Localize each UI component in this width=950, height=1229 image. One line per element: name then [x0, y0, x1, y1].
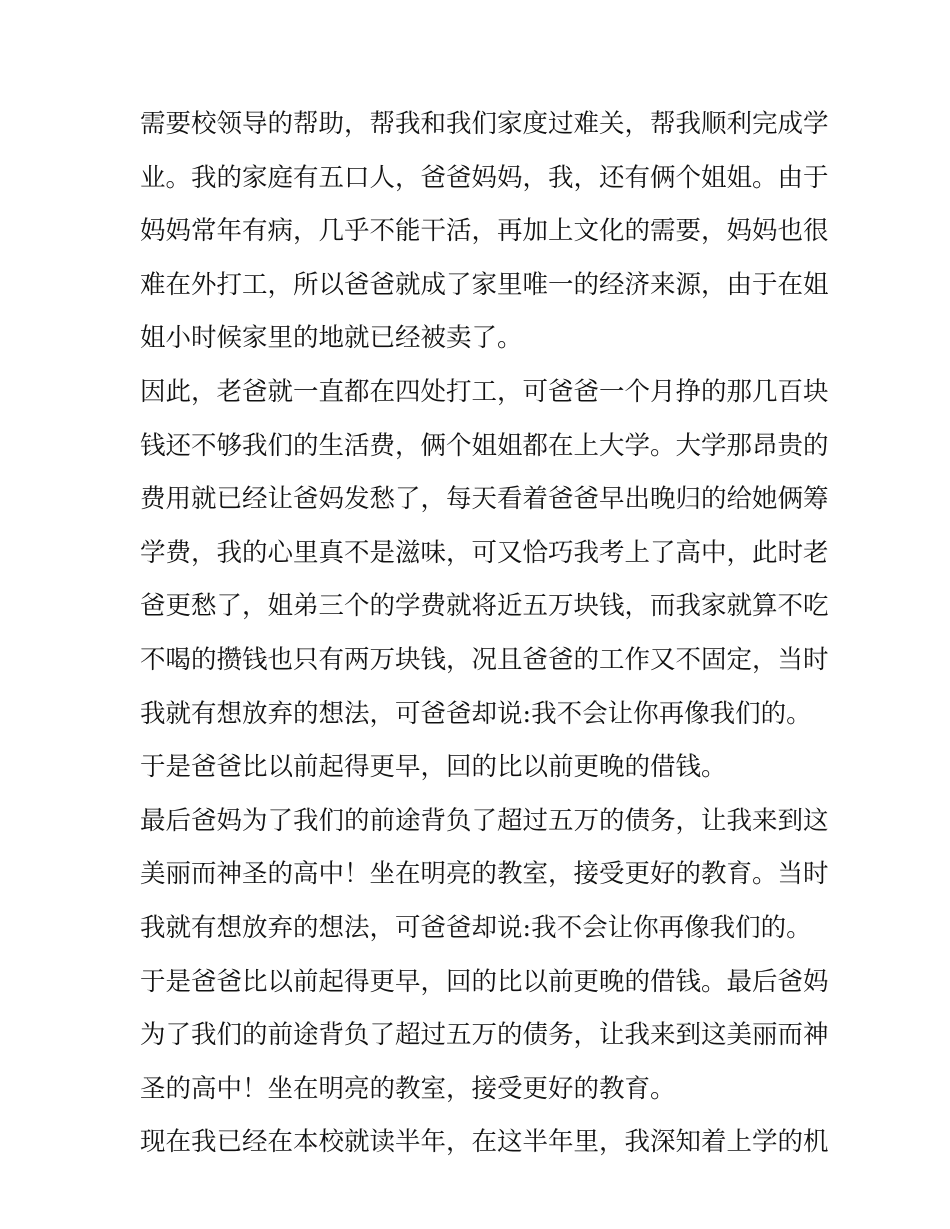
text-line: 费用就已经让爸妈发愁了，每天看着爸爸早出晚归的给她俩筹 — [140, 484, 829, 515]
text-line: 因此，老爸就一直都在四处打工，可爸爸一个月挣的那几百块 — [140, 376, 829, 407]
text-line: 不喝的攒钱也只有两万块钱，况且爸爸的工作又不固定，当时 — [140, 644, 829, 675]
text-line: 爸更愁了，姐弟三个的学费就将近五万块钱，而我家就算不吃 — [140, 591, 829, 622]
text-line: 我就有想放弃的想法，可爸爸却说:我不会让你再像我们的。 — [140, 698, 812, 729]
text-line: 钱还不够我们的生活费，俩个姐姐都在上大学。大学那昂贵的 — [140, 430, 829, 461]
text-line: 圣的高中！坐在明亮的教室，接受更好的教育。 — [140, 1073, 676, 1104]
text-line: 需要校领导的帮助，帮我和我们家度过难关，帮我顺利完成学 — [140, 109, 829, 139]
text-line: 业。我的家庭有五口人，爸爸妈妈，我，还有俩个姐姐。由于 — [140, 162, 829, 193]
text-line: 难在外打工，所以爸爸就成了家里唯一的经济来源，由于在姐 — [140, 269, 829, 300]
document-body — [140, 98, 829, 1170]
text-line: 为了我们的前途背负了超过五万的债务，让我来到这美丽而神 — [140, 1020, 829, 1051]
text-line: 于是爸爸比以前起得更早，回的比以前更晚的借钱。最后爸妈 — [140, 966, 829, 997]
text-line: 最后爸妈为了我们的前途背负了超过五万的债务，让我来到这 — [140, 805, 829, 836]
text-line: 姐小时候家里的地就已经被卖了。 — [140, 323, 523, 354]
text-line: 我就有想放弃的想法，可爸爸却说:我不会让你再像我们的。 — [140, 912, 812, 943]
text-line: 现在我已经在本校就读半年，在这半年里，我深知着上学的机 — [140, 1127, 829, 1158]
text-line: 于是爸爸比以前起得更早，回的比以前更晚的借钱。 — [140, 752, 727, 783]
text-line: 妈妈常年有病，几乎不能干活，再加上文化的需要，妈妈也很 — [140, 216, 829, 247]
text-line: 美丽而神圣的高中！坐在明亮的教室，接受更好的教育。当时 — [140, 859, 829, 890]
text-line: 学费，我的心里真不是滋味，可又恰巧我考上了高中，此时老 — [140, 537, 829, 568]
